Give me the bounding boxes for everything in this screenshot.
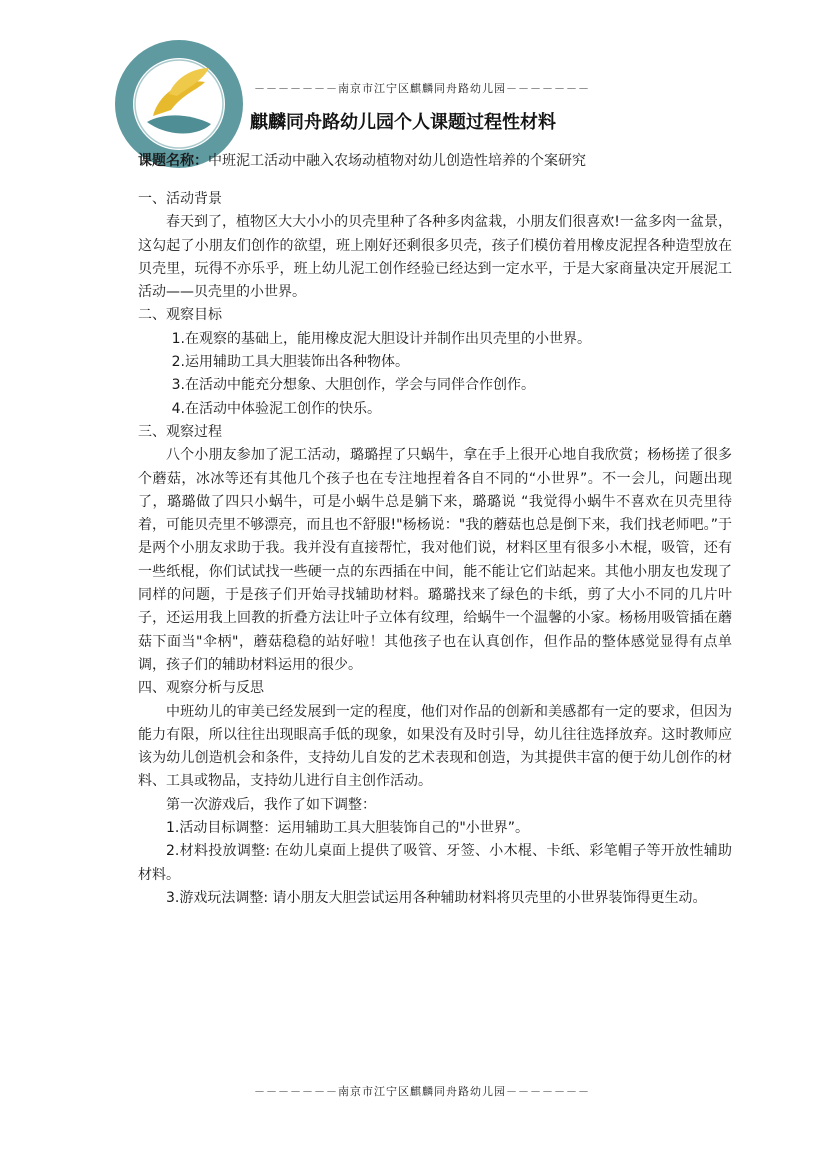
section-3-heading: 三、观察过程 (138, 423, 222, 440)
goal-item: 1.在观察的基础上，能用橡皮泥大胆设计并制作出贝壳里的小世界。 (171, 330, 591, 347)
section-4-heading: 四、观察分析与反思 (138, 680, 264, 697)
section-1-paragraph: 春天到了，植物区大大小小的贝壳里种了各种多肉盆栽，小朋友们很喜欢!一盆多肉一盆景，这勾起了小朋友们创作的欲望，班上刚好还剩很多贝壳，孩子们模仿着用橡皮泥捏各种造型放在贝壳里，玩得不亦乐乎，班上幼儿泥工创作经验已经达到一定水平，于是大家商量决定开展泥工活动——贝壳里的小世界。 (138, 214, 732, 301)
topic-label: 课题名称： (138, 153, 208, 169)
adjustment-item: 1.活动目标调整：运用辅助工具大胆装饰自己的"小世界”。 (166, 820, 530, 837)
adjustment-item: 3.游戏玩法调整: 请小朋友大胆尝试运用各种辅助材料将贝壳里的小世界装饰得更生动。 (166, 889, 707, 906)
section-1-heading: 一、活动背景 (138, 191, 222, 207)
adjustment-item: 2.材料投放调整: 在幼儿桌面上提供了吸管、牙签、小木棍、卡纸、彩笔帽子等开放性辅助材料。 (138, 843, 732, 883)
document-body (138, 188, 732, 910)
topic-value: 中班泥工活动中融入农场动植物对幼儿创造性培养的个案研究 (208, 153, 586, 169)
adjustment-intro: 第一次游戏后，我作了如下调整： (166, 796, 376, 813)
header-school-line: －－－－－－－南京市江宁区麒麟同舟路幼儿园－－－－－－－ (254, 82, 590, 95)
document-title: 麒麟同舟路幼儿园个人课题过程性材料 (250, 112, 556, 133)
goal-item: 4.在活动中体验泥工创作的快乐。 (171, 400, 381, 417)
section-3-paragraph: 八个小朋友参加了泥工活动，璐璐捏了只蜗牛，拿在手上很开心地自我欣赏；杨杨搓了很多个蘑菇，冰冰等还有其他几个孩子也在专注地捏着各自不同的“小世界”。不一会儿，问题出现了，璐璐做了四只小蜗牛，可是小蜗牛总是躺下来，璐璐说 “我觉得小蜗牛不喜欢在贝壳里待着，可能贝壳里不够漂亮，而且也不舒服!"杨杨说："我的蘑菇也总是倒下来，我们找老师吧。”于是两个小朋友求助于我。我并没有直接帮忙，我对他们说，材料区里有很多小木棍，吸管，还有一些纸棍，你们试试找一些硬一点的东西插在中间，能不能让它们站起来。其他小朋友也发现了同样的问题，于是孩子们开始寻找辅助材料。璐璐找来了绿色的卡纸，剪了大小不同的几片叶子，还运用我上回教的折叠方法让叶子立体有纹理，给蜗牛一个温馨的小家。杨杨用吸管插在蘑菇下面当"伞柄"，蘑菇稳稳的站好啦！其他孩子也在认真创作，但作品的整体感觉显得有点单调，孩子们的辅助材料运用的很少。 (138, 447, 732, 673)
goal-item: 2.运用辅助工具大胆装饰出各种物体。 (171, 354, 409, 371)
goal-item: 3.在活动中能充分想象、大胆创作，学会与同伴合作创作。 (171, 377, 535, 394)
section-4-paragraph: 中班幼儿的审美已经发展到一定的程度，他们对作品的创新和美感都有一定的要求，但因为能力有限，所以往往出现眼高手低的现象，如果没有及时引导，幼儿往往选择放弃。这时教师应该为幼儿创造机会和条件，支持幼儿自发的艺术表现和创造，为其提供丰富的便于幼儿创作的材料、工具或物品，支持幼儿进行自主创作活动。 (138, 703, 732, 790)
topic-line (138, 150, 718, 170)
footer-school-line: －－－－－－－南京市江宁区麒麟同舟路幼儿园－－－－－－－ (254, 1085, 590, 1098)
section-2-heading: 二、观察目标 (138, 307, 222, 324)
